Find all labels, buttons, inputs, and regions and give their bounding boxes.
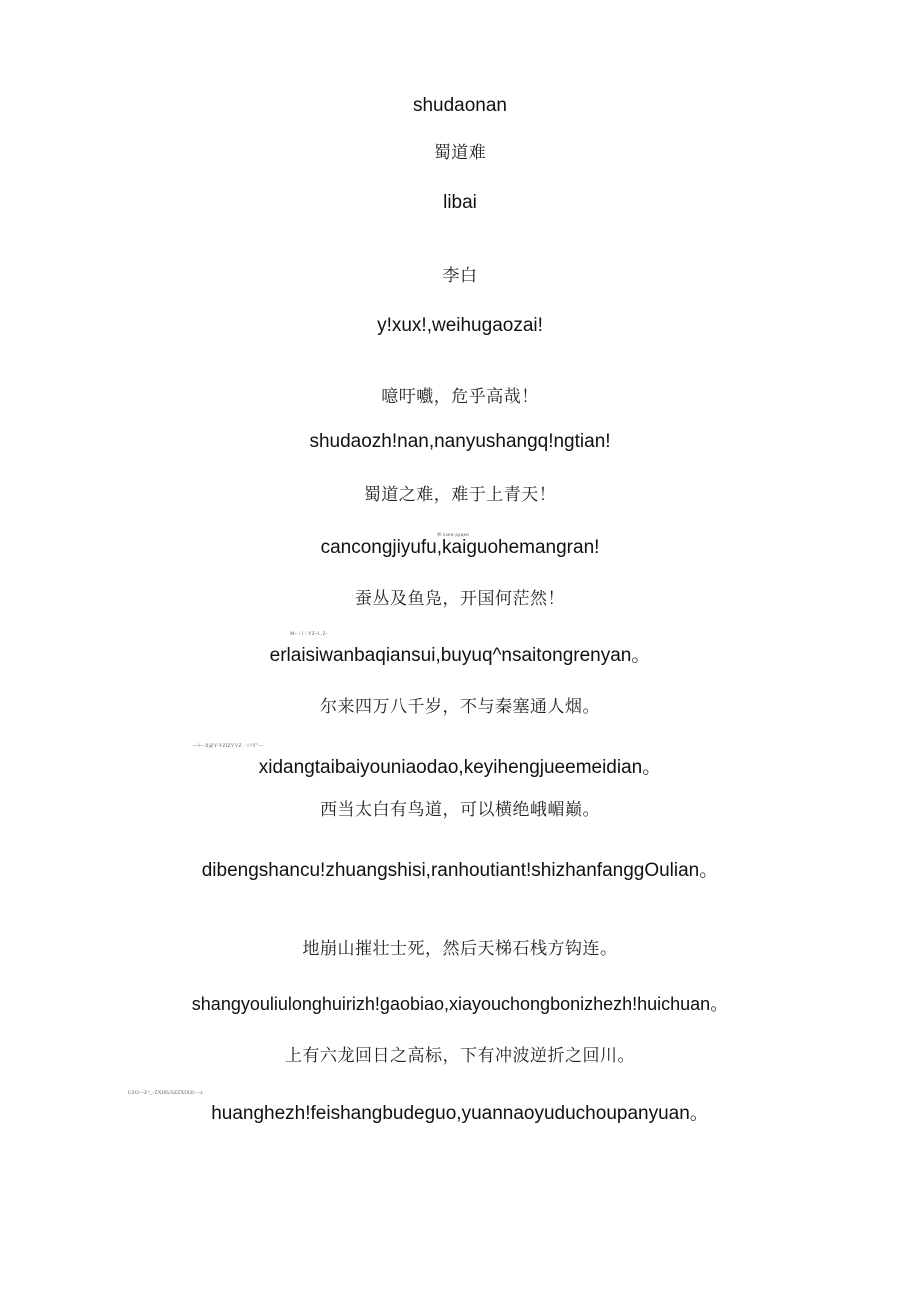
author-pinyin: libai bbox=[443, 192, 477, 213]
scan-annotation: ज़·ххен-ддцен bbox=[437, 533, 469, 538]
verse-1-chinese: 噫吁嚱，危乎高哉！ bbox=[381, 387, 539, 407]
verse-3-chinese: 蚕丛及鱼凫，开国何茫然！ bbox=[355, 589, 565, 609]
verse-5-chinese: 西当太白有鸟道，可以横绝峨嵋巅。 bbox=[320, 800, 600, 820]
verse-4-chinese: 尔来四万八千岁，不与秦塞通人烟。 bbox=[320, 697, 600, 717]
verse-4-pinyin: erlaisiwanbaqiansui,buyuq^nsaitongrenyan。 bbox=[269, 645, 651, 666]
verse-6-pinyin: dibengshancu!zhuangshisi,ranhoutiant!shizhanfanggOulian。 bbox=[201, 860, 719, 881]
title-pinyin: shudaonan bbox=[412, 95, 508, 116]
scan-annotation: M~ \ l \ VZ~l ,Z- bbox=[290, 632, 328, 637]
verse-2-pinyin: shudaozh!nan,nanyushangq!ngtian! bbox=[309, 431, 611, 452]
verse-8-pinyin: huanghezh!feishangbudeguo,yuannaoyuduchoupanyuan。 bbox=[211, 1103, 709, 1124]
verse-3-pinyin: cancongjiyufu,kaiguohemangran! bbox=[320, 537, 600, 558]
verse-7-chinese: 上有六龙回日之高标，下有冲波逆折之回川。 bbox=[285, 1046, 635, 1066]
scan-annotation: —l—X@Y-YZIZVVZ · \\^Y''— bbox=[193, 744, 264, 749]
title-chinese: 蜀道难 bbox=[433, 143, 487, 163]
verse-7-pinyin: shangyouliulonghuirizh!gaobiao,xiayouchongbonizhezh!huichuan。 bbox=[191, 994, 729, 1014]
verse-1-pinyin: y!xux!,weihugaozai! bbox=[377, 315, 543, 336]
verse-2-chinese: 蜀道之难，难于上青天！ bbox=[363, 485, 557, 505]
author-chinese: 李白 bbox=[442, 266, 478, 286]
scan-annotation: UZO—Z^_-ZXIXUSZZXIXZr—x bbox=[128, 1091, 203, 1096]
verse-6-chinese: 地崩山摧壮士死，然后天梯石栈方钩连。 bbox=[302, 939, 618, 959]
verse-5-pinyin: xidangtaibaiyouniaodao,keyihengjueemeidian。 bbox=[258, 757, 662, 778]
